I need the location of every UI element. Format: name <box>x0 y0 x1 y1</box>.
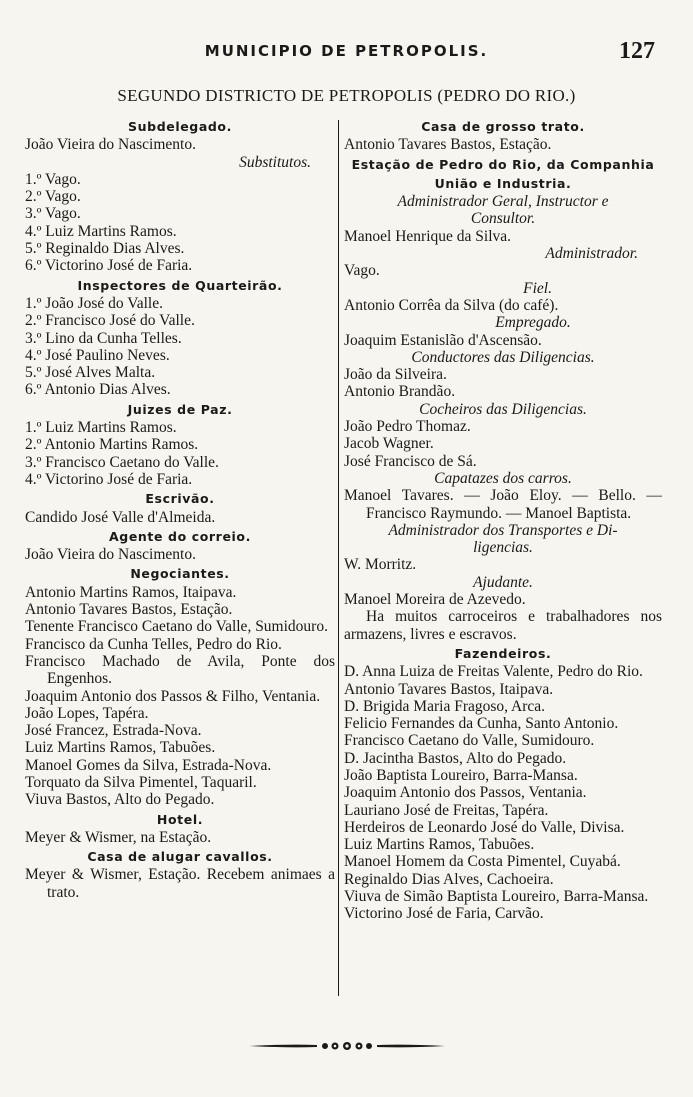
list-item: Viuva de Simão Baptista Loureiro, Barra-Mansa. <box>344 888 649 906</box>
section-heading-inspectores: Inspectores de Quarteirão. <box>77 277 283 293</box>
list-item: Lauriano José de Freitas, Tapéra. <box>344 801 549 819</box>
capatazes-names: Manoel Tavares. — João Eloy. — Bello. — Francisco Raymundo. — Manoel Baptista. <box>344 487 662 522</box>
ajudante-name: Manoel Moreira de Azevedo. <box>344 591 526 609</box>
list-item: Reginaldo Dias Alves, Cachoeira. <box>344 870 554 888</box>
subdelegado-name: João Vieira do Nascimento. <box>25 136 196 154</box>
admin-geral-name: Manoel Henrique da Silva. <box>344 227 512 245</box>
subheading-ajudante: Ajudante. <box>473 573 533 591</box>
list-item: Manoel Homem da Costa Pimentel, Cuyabá. <box>344 853 621 871</box>
section-heading-fazendeiros: Fazendeiros. <box>454 645 552 661</box>
empregado-name: Joaquim Estanislão d'Ascensão. <box>344 331 542 349</box>
hotel-name: Meyer & Wismer, na Estação. <box>25 828 212 846</box>
list-item: Tenente Francisco Caetano do Valle, Sumidouro. <box>25 618 328 636</box>
tailpiece-ornament <box>247 1040 447 1052</box>
trabalhadores-note: Ha muitos carroceiros e trabalhadores nos armazens, livres e escravos. <box>344 608 662 643</box>
administrador-name: Vago. <box>344 262 380 280</box>
subheading-admin-geral: Administrador Geral, Instructor e <box>397 193 609 211</box>
escrivao-name: Candido José Valle d'Almeida. <box>25 508 216 526</box>
list-item: Antonio Tavares Bastos, Itaipava. <box>344 680 554 698</box>
right-column <box>344 116 662 923</box>
list-item: 1.º Luiz Martins Ramos. <box>25 419 177 437</box>
list-item: 4.º Victorino José de Faria. <box>25 470 193 488</box>
section-heading-grosso-trato: Casa de grosso trato. <box>421 119 585 134</box>
list-item: Luiz Martins Ramos, Tabuões. <box>25 739 216 757</box>
column-divider <box>338 120 339 996</box>
running-title: MUNICIPIO DE PETROPOLIS. <box>204 42 489 60</box>
subheading-admin-geral-cont: Consultor. <box>470 210 536 228</box>
list-item: 6.º Victorino José de Faria. <box>25 257 193 275</box>
left-column <box>25 116 335 901</box>
list-item: Jacob Wagner. <box>344 435 434 453</box>
list-item: Manoel Gomes da Silva, Estrada-Nova. <box>25 756 272 774</box>
list-item: José Francisco de Sá. <box>344 452 477 470</box>
subheading-empregado: Empregado. <box>495 314 571 332</box>
list-item: João Lopes, Tapéra. <box>25 704 149 722</box>
list-item: 3.º Francisco Caetano do Valle. <box>25 453 219 471</box>
running-head <box>0 38 693 68</box>
section-heading-negociantes: Negociantes. <box>130 566 230 582</box>
list-item: Francisco Machado de Avila, Ponte dos Engenhos. <box>25 652 335 688</box>
cavallos-text: Meyer & Wismer, Estação. Recebem animaes a trato. <box>25 866 335 901</box>
list-item: 2.º Francisco José do Valle. <box>25 312 195 330</box>
correio-name: João Vieira do Nascimento. <box>25 546 196 564</box>
list-item: Herdeiros de Leonardo José do Valle, Divisa. <box>344 818 625 836</box>
list-item: Antonio Martins Ramos, Itaipava. <box>25 583 237 601</box>
subheading-fiel: Fiel. <box>523 279 552 297</box>
substitutos-subheading: Substitutos. <box>239 153 311 171</box>
list-item: João Baptista Loureiro, Barra-Mansa. <box>344 766 578 784</box>
district-title: SEGUNDO DISTRICTO DE PETROPOLIS (PEDRO DO RIO.) <box>117 86 576 105</box>
page-number: 127 <box>619 38 655 64</box>
list-item: Torquato da Silva Pimentel, Taquaril. <box>25 773 257 791</box>
subheading-conductores: Conductores das Diligencias. <box>411 348 595 366</box>
list-item: 5.º Reginaldo Dias Alves. <box>25 240 185 258</box>
subheading-admin-transportes: Administrador dos Transportes e Di- <box>388 521 618 539</box>
section-heading-subdelegado: Subdelegado. <box>128 119 232 134</box>
list-item: 4.º Luiz Martins Ramos. <box>25 222 177 240</box>
section-heading-estacao: Estação de Pedro do Rio, da Companhia <box>351 156 655 172</box>
section-heading-cavallos: Casa de alugar cavallos. <box>87 849 273 865</box>
list-item: Luiz Martins Ramos, Tabuões. <box>344 836 535 854</box>
section-heading-hotel: Hotel. <box>156 811 204 827</box>
list-item: 5.º José Alves Malta. <box>25 364 156 382</box>
list-item: Joaquim Antonio dos Passos, Ventania. <box>344 784 587 802</box>
list-item: D. Jacintha Bastos, Alto do Pegado. <box>344 749 567 767</box>
subheading-administrador: Administrador. <box>545 245 638 263</box>
list-item: Antonio Tavares Bastos, Estação. <box>25 601 233 619</box>
list-item: Francisco da Cunha Telles, Pedro do Rio. <box>25 635 282 653</box>
list-item: 2.º Antonio Martins Ramos. <box>25 436 199 454</box>
list-item: 4.º José Paulino Neves. <box>25 346 170 364</box>
list-item: João da Silveira. <box>344 366 447 384</box>
list-item: 3.º Lino da Cunha Telles. <box>25 329 182 347</box>
list-item: 1.º João José do Valle. <box>25 294 163 312</box>
admin-transportes-name: W. Morritz. <box>344 556 417 574</box>
list-item: José Francez, Estrada-Nova. <box>25 722 202 740</box>
grosso-trato-name: Antonio Tavares Bastos, Estação. <box>344 136 552 154</box>
list-item: D. Brigida Maria Fragoso, Arca. <box>344 697 546 715</box>
list-item: Viuva Bastos, Alto do Pegado. <box>25 791 215 809</box>
list-item: 3.º Vago. <box>25 205 81 223</box>
section-heading-correio: Agente do correio. <box>109 528 251 544</box>
list-item: 1.º Vago. <box>25 170 81 188</box>
subheading-admin-transportes-cont: ligencias. <box>473 539 533 557</box>
subheading-cocheiros: Cocheiros das Diligencias. <box>419 400 587 418</box>
list-item: Francisco Caetano do Valle, Sumidouro. <box>344 732 595 750</box>
list-item: 6.º Antonio Dias Alves. <box>25 381 171 399</box>
list-item: Victorino José de Faria, Carvão. <box>344 905 544 923</box>
list-item: Joaquim Antonio dos Passos & Filho, Ventania. <box>25 687 321 705</box>
list-item: D. Anna Luiza de Freitas Valente, Pedro do Rio. <box>344 663 643 681</box>
list-item: Antonio Brandão. <box>344 383 456 401</box>
list-item: 2.º Vago. <box>25 188 81 206</box>
section-heading-escrivao: Escrivão. <box>145 491 215 507</box>
subheading-capatazes: Capatazes dos carros. <box>434 469 572 487</box>
list-item: João Pedro Thomaz. <box>344 418 471 436</box>
section-heading-juizes: Juizes de Paz. <box>127 401 233 417</box>
fiel-name: Antonio Corrêa da Silva (do café). <box>344 296 559 314</box>
list-item: Felicio Fernandes da Cunha, Santo Antonio. <box>344 715 619 733</box>
section-heading-estacao-cont: União e Industria. <box>434 175 572 191</box>
